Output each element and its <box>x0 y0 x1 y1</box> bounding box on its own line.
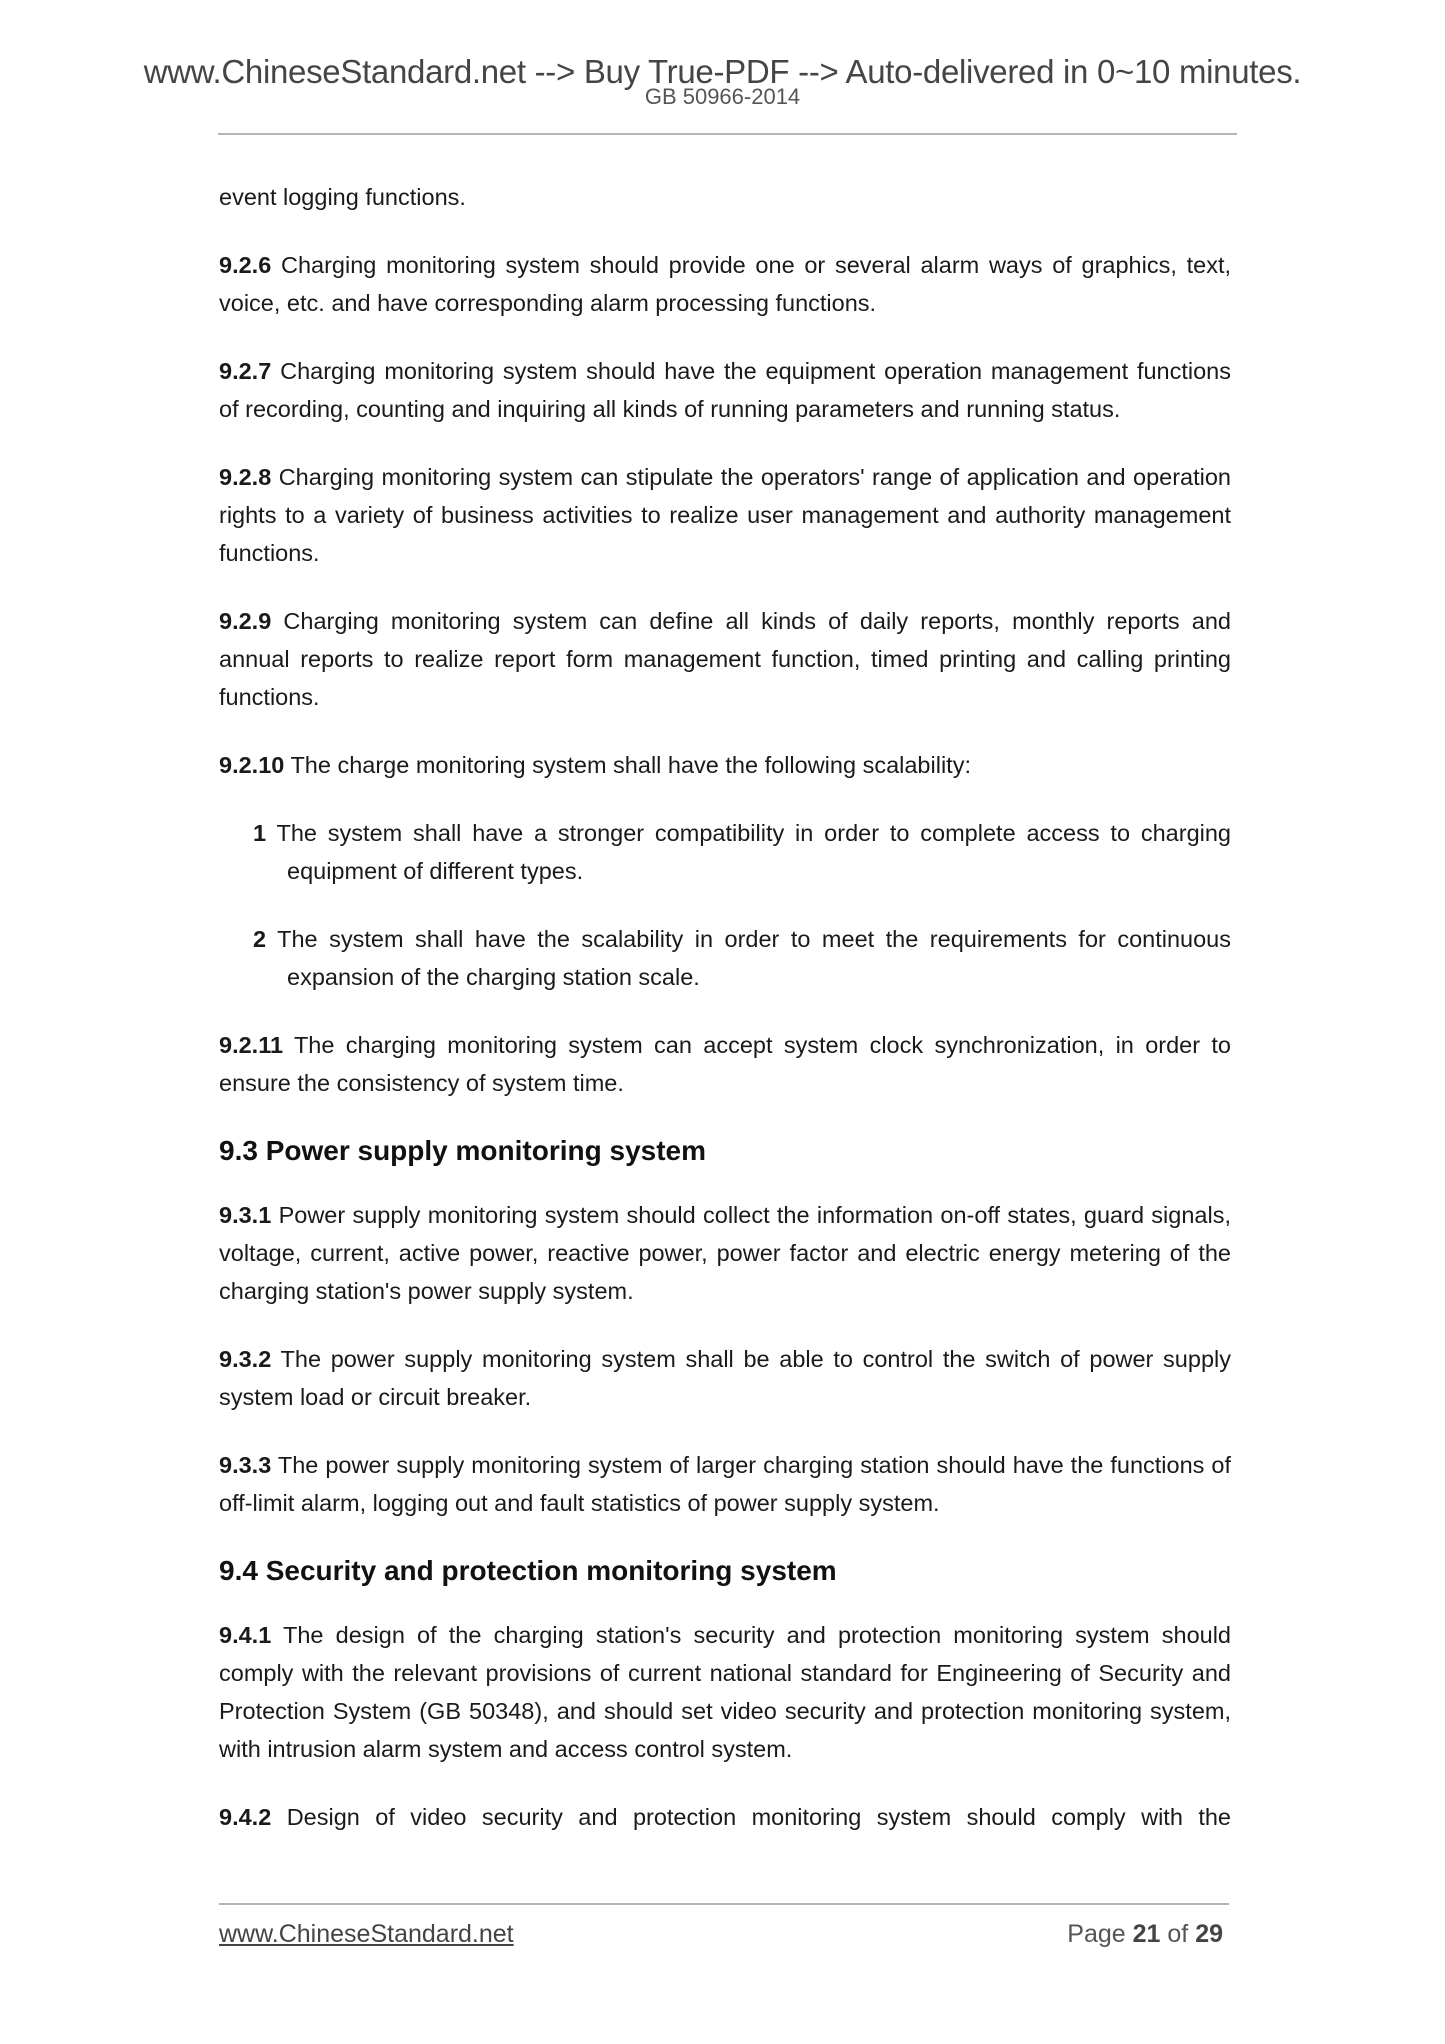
clause-9-2-6: 9.2.6 Charging monitoring system should provide one or several alarm ways of graphics, text, voice, etc. and have corresponding alarm processing functions. <box>219 252 1231 316</box>
clause-9-3-3: 9.3.3 The power supply monitoring system of larger charging station should have the functions of off-limit alarm, logging out and fault statistics of power supply system. <box>219 1452 1231 1516</box>
clause-9-2-8: 9.2.8 Charging monitoring system can stipulate the operators' range of application and operation rights to a variety of business activities to realize user management and authority management functions. <box>219 464 1231 566</box>
section-heading-9-4: 9.4 Security and protection monitoring system <box>219 1555 837 1586</box>
footer-site-link[interactable]: www.ChineseStandard.net <box>219 1920 514 1948</box>
clause-9-4-2: 9.4.2 Design of video security and protection monitoring system should comply with the <box>219 1804 1231 1830</box>
header-divider <box>218 133 1237 135</box>
clause-number: 9.2.6 <box>219 252 272 278</box>
clause-9-2-9: 9.2.9 Charging monitoring system can define all kinds of daily reports, monthly reports and annual reports to realize report form management function, timed printing and calling printing functions. <box>219 608 1231 710</box>
clause-number: 9.2.7 <box>219 358 272 384</box>
list-item: 1 The system shall have a stronger compatibility in order to complete access to charging equipment of different types. <box>253 820 1231 884</box>
clause-9-4-1: 9.4.1 The design of the charging station's security and protection monitoring system should comply with the relevant provisions of current national standard for Engineering of Security and Protection System (GB 50348), and should set video security and protection monitoring system, with intrusion alarm system and access control system. <box>219 1622 1231 1762</box>
page-number: Page 21 of 29 <box>1067 1920 1223 1948</box>
clause-number: 9.4.1 <box>219 1622 272 1648</box>
clause-9-2-10: 9.2.10 The charge monitoring system shall have the following scalability: <box>219 752 971 778</box>
list-item: 2 The system shall have the scalability in order to meet the requirements for continuous expansion of the charging station scale. <box>253 926 1231 990</box>
page-content <box>219 178 1231 1866</box>
header-banner: www.ChineseStandard.net --> Buy True-PDF --> Auto-delivered in 0~10 minutes. <box>143 53 1302 90</box>
paragraph-continuation: event logging functions. <box>219 184 466 210</box>
clause-9-3-1: 9.3.1 Power supply monitoring system should collect the information on-off states, guard signals, voltage, current, active power, reactive power, power factor and electric energy metering of the charging station's power supply system. <box>219 1202 1231 1304</box>
standard-id: GB 50966-2014 <box>644 84 801 109</box>
list-number: 2 <box>253 926 267 952</box>
current-page: 21 <box>1132 1920 1161 1948</box>
clause-number: 9.3.2 <box>219 1346 272 1372</box>
clause-9-2-11: 9.2.11 The charging monitoring system can accept system clock synchronization, in order to ensure the consistency of system time. <box>219 1032 1231 1096</box>
section-heading-9-3: 9.3 Power supply monitoring system <box>219 1135 707 1166</box>
clause-number: 9.3.1 <box>219 1202 272 1228</box>
list-number: 1 <box>253 820 267 846</box>
clause-number: 9.4.2 <box>219 1804 272 1830</box>
clause-number: 9.3.3 <box>219 1452 272 1478</box>
clause-number: 9.2.10 <box>219 752 285 778</box>
clause-number: 9.2.9 <box>219 608 272 634</box>
clause-9-2-7: 9.2.7 Charging monitoring system should have the equipment operation management functions of recording, counting and inquiring all kinds of running parameters and running status. <box>219 358 1231 422</box>
clause-9-3-2: 9.3.2 The power supply monitoring system shall be able to control the switch of power supply system load or circuit breaker. <box>219 1346 1231 1410</box>
clause-number: 9.2.8 <box>219 464 272 490</box>
clause-number: 9.2.11 <box>219 1032 284 1058</box>
total-pages: 29 <box>1195 1920 1223 1948</box>
footer-divider <box>219 1903 1229 1905</box>
